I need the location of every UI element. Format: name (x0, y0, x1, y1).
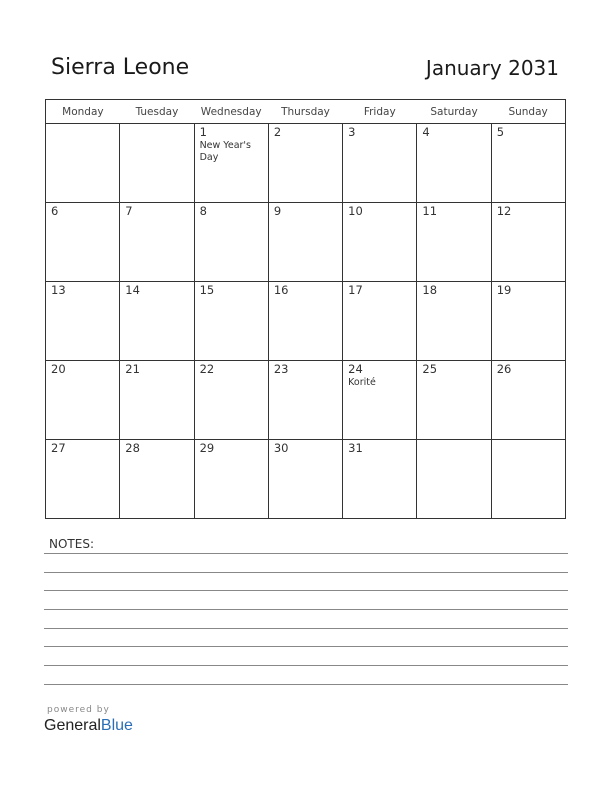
month-year-title: January 2031 (425, 56, 559, 80)
calendar-day-cell (46, 124, 120, 203)
calendar-day-cell (343, 361, 417, 440)
note-line (44, 572, 568, 573)
calendar-day-cell (120, 440, 194, 519)
day-number: 18 (422, 283, 438, 297)
day-number: 31 (348, 441, 363, 455)
calendar-day-cell (194, 282, 268, 361)
day-number: 21 (125, 362, 140, 376)
weekday-header: Monday (46, 100, 120, 124)
note-line (44, 665, 568, 666)
powered-by-text: powered by (47, 705, 110, 715)
weekday-header-row (46, 100, 566, 124)
calendar-day-cell (343, 440, 417, 519)
calendar-day-cell (417, 124, 491, 203)
day-number: 8 (199, 204, 207, 218)
day-number: 14 (125, 283, 140, 297)
day-number: 2 (273, 125, 282, 139)
calendar-day-cell (417, 361, 491, 440)
day-number: 1 (199, 125, 207, 139)
day-number: 27 (51, 441, 66, 455)
note-line (44, 646, 568, 647)
calendar-day-cell (194, 440, 268, 519)
weekday-header: Saturday (417, 100, 491, 124)
brand-name-part2: Blue (100, 717, 133, 734)
day-number: 13 (51, 283, 66, 297)
calendar-day-cell (491, 361, 565, 440)
weekday-header: Thursday (268, 100, 342, 124)
day-number: 15 (199, 283, 215, 297)
holiday-label: New Year's Day (199, 140, 251, 163)
day-number: 24 (348, 362, 363, 376)
calendar-day-cell (491, 440, 565, 519)
day-number: 5 (496, 125, 505, 139)
note-line (44, 553, 568, 554)
calendar-day-cell (46, 361, 120, 440)
weekday-header: Wednesday (194, 100, 268, 124)
calendar-day-cell (120, 282, 194, 361)
generalblue-logo (44, 717, 133, 735)
calendar-day-cell (268, 282, 342, 361)
calendar-day-cell (46, 440, 120, 519)
day-number: 3 (348, 125, 356, 139)
day-number: 30 (273, 441, 289, 455)
calendar-day-cell (268, 361, 342, 440)
day-number: 19 (496, 283, 512, 297)
holiday-label: Korité (348, 377, 376, 388)
calendar-day-cell (343, 124, 417, 203)
calendar-day-cell (194, 361, 268, 440)
day-number: 6 (51, 204, 59, 218)
calendar-day-cell (46, 203, 120, 282)
day-number: 25 (422, 362, 438, 376)
calendar-day-cell (120, 361, 194, 440)
calendar-week-row (46, 361, 566, 440)
weekday-header: Friday (343, 100, 417, 124)
note-line (44, 684, 568, 685)
calendar-day-cell (120, 124, 194, 203)
day-number: 28 (125, 441, 140, 455)
note-line (44, 628, 568, 629)
day-number: 23 (273, 362, 289, 376)
brand-name-part1: General (44, 717, 101, 734)
day-number: 9 (273, 204, 282, 218)
calendar-week-row (46, 203, 566, 282)
weekday-header: Tuesday (120, 100, 194, 124)
weekday-header: Sunday (491, 100, 565, 124)
calendar-day-cell (120, 203, 194, 282)
calendar-day-cell (343, 203, 417, 282)
day-number: 20 (51, 362, 66, 376)
calendar-day-cell (417, 203, 491, 282)
calendar-day-cell (194, 124, 268, 203)
day-number: 4 (422, 125, 430, 139)
day-number: 11 (422, 204, 438, 218)
calendar-day-cell (417, 440, 491, 519)
day-number: 17 (348, 283, 363, 297)
day-number: 7 (125, 204, 133, 218)
note-line (44, 590, 568, 591)
calendar-day-cell (268, 440, 342, 519)
day-number: 22 (199, 362, 215, 376)
day-number: 29 (199, 441, 215, 455)
day-number: 12 (496, 204, 512, 218)
note-line (44, 609, 568, 610)
calendar-day-cell (491, 203, 565, 282)
calendar-day-cell (46, 282, 120, 361)
calendar-week-row (46, 124, 566, 203)
calendar-day-cell (417, 282, 491, 361)
day-number: 16 (273, 283, 289, 297)
country-title: Sierra Leone (51, 55, 190, 80)
calendar-week-row (46, 440, 566, 519)
calendar-day-cell (491, 282, 565, 361)
calendar-day-cell (268, 203, 342, 282)
day-number: 10 (348, 204, 363, 218)
calendar-grid (45, 99, 566, 519)
calendar-week-row (46, 282, 566, 361)
notes-label: NOTES: (49, 537, 94, 551)
day-number: 26 (496, 362, 512, 376)
calendar-day-cell (194, 203, 268, 282)
calendar-day-cell (491, 124, 565, 203)
calendar-day-cell (268, 124, 342, 203)
calendar-day-cell (343, 282, 417, 361)
